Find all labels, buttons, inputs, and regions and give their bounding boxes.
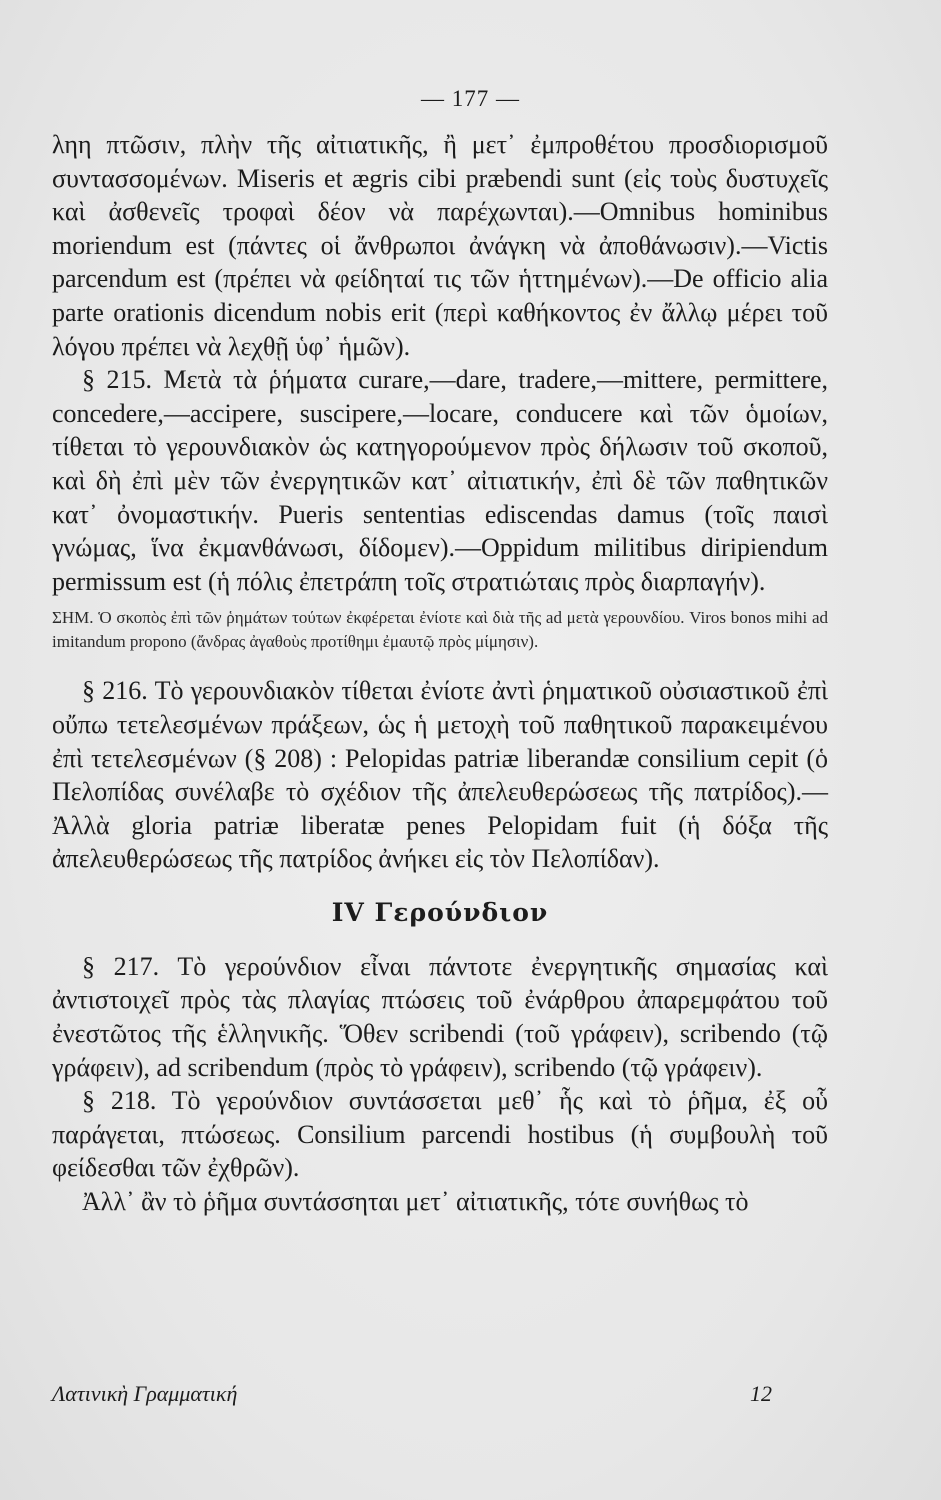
- spacer: [52, 654, 828, 674]
- paragraph-218: § 218. Τὸ γερούνδιον συντάσσεται μεθ᾽ ἧς καὶ τὸ ῥῆμα, ἐξ οὗ παράγεται, πτώσεως. Consilium parcendi hostibus (ἡ συμβουλὴ τοῦ φείδεσθαι τῶν ἐχθρῶν).: [52, 1086, 828, 1183]
- spacer: [52, 598, 828, 606]
- footer-sheet-number: 12: [750, 1381, 772, 1406]
- paragraph-215: § 215. Μετὰ τὰ ῥήματα curare,—dare, tradere,—mittere, permittere, concedere,—accipere, suscipere,—locare, conducere καὶ τῶν ὁμοίων, τίθεται τὸ γερουνδιακὸν ὡς κατηγορούμενον πρὸς δήλωσιν τοῦ σκοποῦ, καὶ δὴ ἐπὶ μὲν τῶν ἐνεργητικῶν κατ᾽ αἰτιατικήν, ἐπὶ δὲ τῶν παθητικῶν κατ᾽ ὀνομαστικήν. Pueris sententias ediscendas damus (τοῖς παισὶ γνώμας, ἵνα ἐκμανθάνωσι, δίδομεν).—Oppidum militibus diripiendum permissum est (ἡ πόλις ἐπετράπη τοῖς στρατιώταις πρὸς διαρπαγήν).: [52, 365, 828, 596]
- spacer: [52, 930, 828, 950]
- spacer: [52, 876, 828, 896]
- paragraph-continuation: ληη πτῶσιν, πλὴν τῆς αἰτιατικῆς, ἢ μετ᾽ ἐμπροθέτου προσδιορισμοῦ συντασσομένων. Miseris et ægris cibi præbendi sunt (εἰς τοὺς δυστυχεῖς καὶ ἀσθενεῖς τροφαὶ δέον νὰ παρέχωνται).—Omnibus hominibus moriendum est (πάντες οἱ ἄνθρωποι ἀνάγκη νὰ ἀποθάνωσιν).—Victis parcendum est (πρέπει νὰ φείδηταί τις τῶν ἡττημένων).—De officio alia parte orationis dicendum nobis erit (περὶ καθήκοντος ἐν ἄλλῳ μέρει τοῦ λόγου πρέπει νὰ λεχθῇ ὑφ᾽ ἡμῶν).: [52, 130, 828, 361]
- paragraph-final: Ἀλλ᾽ ἂν τὸ ῥῆμα συντάσσηται μετ᾽ αἰτιατικῆς, τότε συνήθως τὸ: [82, 1187, 749, 1217]
- note-paragraph: ΣΗΜ. Ὁ σκοπὸς ἐπὶ τῶν ῥημάτων τούτων ἐκφέρεται ἐνίοτε καὶ διὰ τῆς ad μετὰ γερουνδίου. Viros bonos mihi ad imitandum propono (ἄνδρας ἀγαθοὺς προτίθημι ἐμαυτῷ πρὸς μίμησιν).: [52, 608, 828, 652]
- paragraph-217: § 217. Τὸ γερούνδιον εἶναι πάντοτε ἐνεργητικῆς σημασίας καὶ ἀντιστοιχεῖ πρὸς τὰς πλαγίας πτώσεις τοῦ ἐνάρθρου ἀπαρεμφάτου τοῦ ἐνεστῶτος τῆς ἑλληνικῆς. Ὅθεν scribendi (τοῦ γράφειν), scribendo (τῷ γράφειν), ad scribendum (πρὸς τὸ γράφειν), scribendo (τῷ γράφειν).: [52, 951, 828, 1082]
- page-footer: [52, 1381, 772, 1407]
- page-number: — 177 —: [421, 86, 520, 111]
- body-text: [52, 128, 828, 1219]
- paragraph-216: § 216. Τὸ γερουνδιακὸν τίθεται ἐνίοτε ἀντὶ ῥηματικοῦ οὐσιαστικοῦ ἐπὶ οὔπω τετελεσμένων πράξεων, ὡς ἡ μετοχὴ τοῦ παθητικοῦ παρακειμένου ἐπὶ τετελεσμένων (§ 208) : Pelopidas patriæ liberandæ consilium cepit (ὁ Πελοπίδας συνέλαβε τὸ σχέδιον τῆς ἀπελευθερώσεως τῆς πατρίδος).—Ἀλλὰ gloria patriæ liberatæ penes Pelopidam fuit (ἡ δόξα τῆς ἀπελευθερώσεως τῆς πατρίδος ἀνήκει εἰς τὸν Πελοπίδαν).: [52, 676, 828, 874]
- footer-book-title: Λατινικὴ Γραμματική: [52, 1381, 238, 1406]
- section-heading: IV Γερούνδιον: [331, 897, 549, 927]
